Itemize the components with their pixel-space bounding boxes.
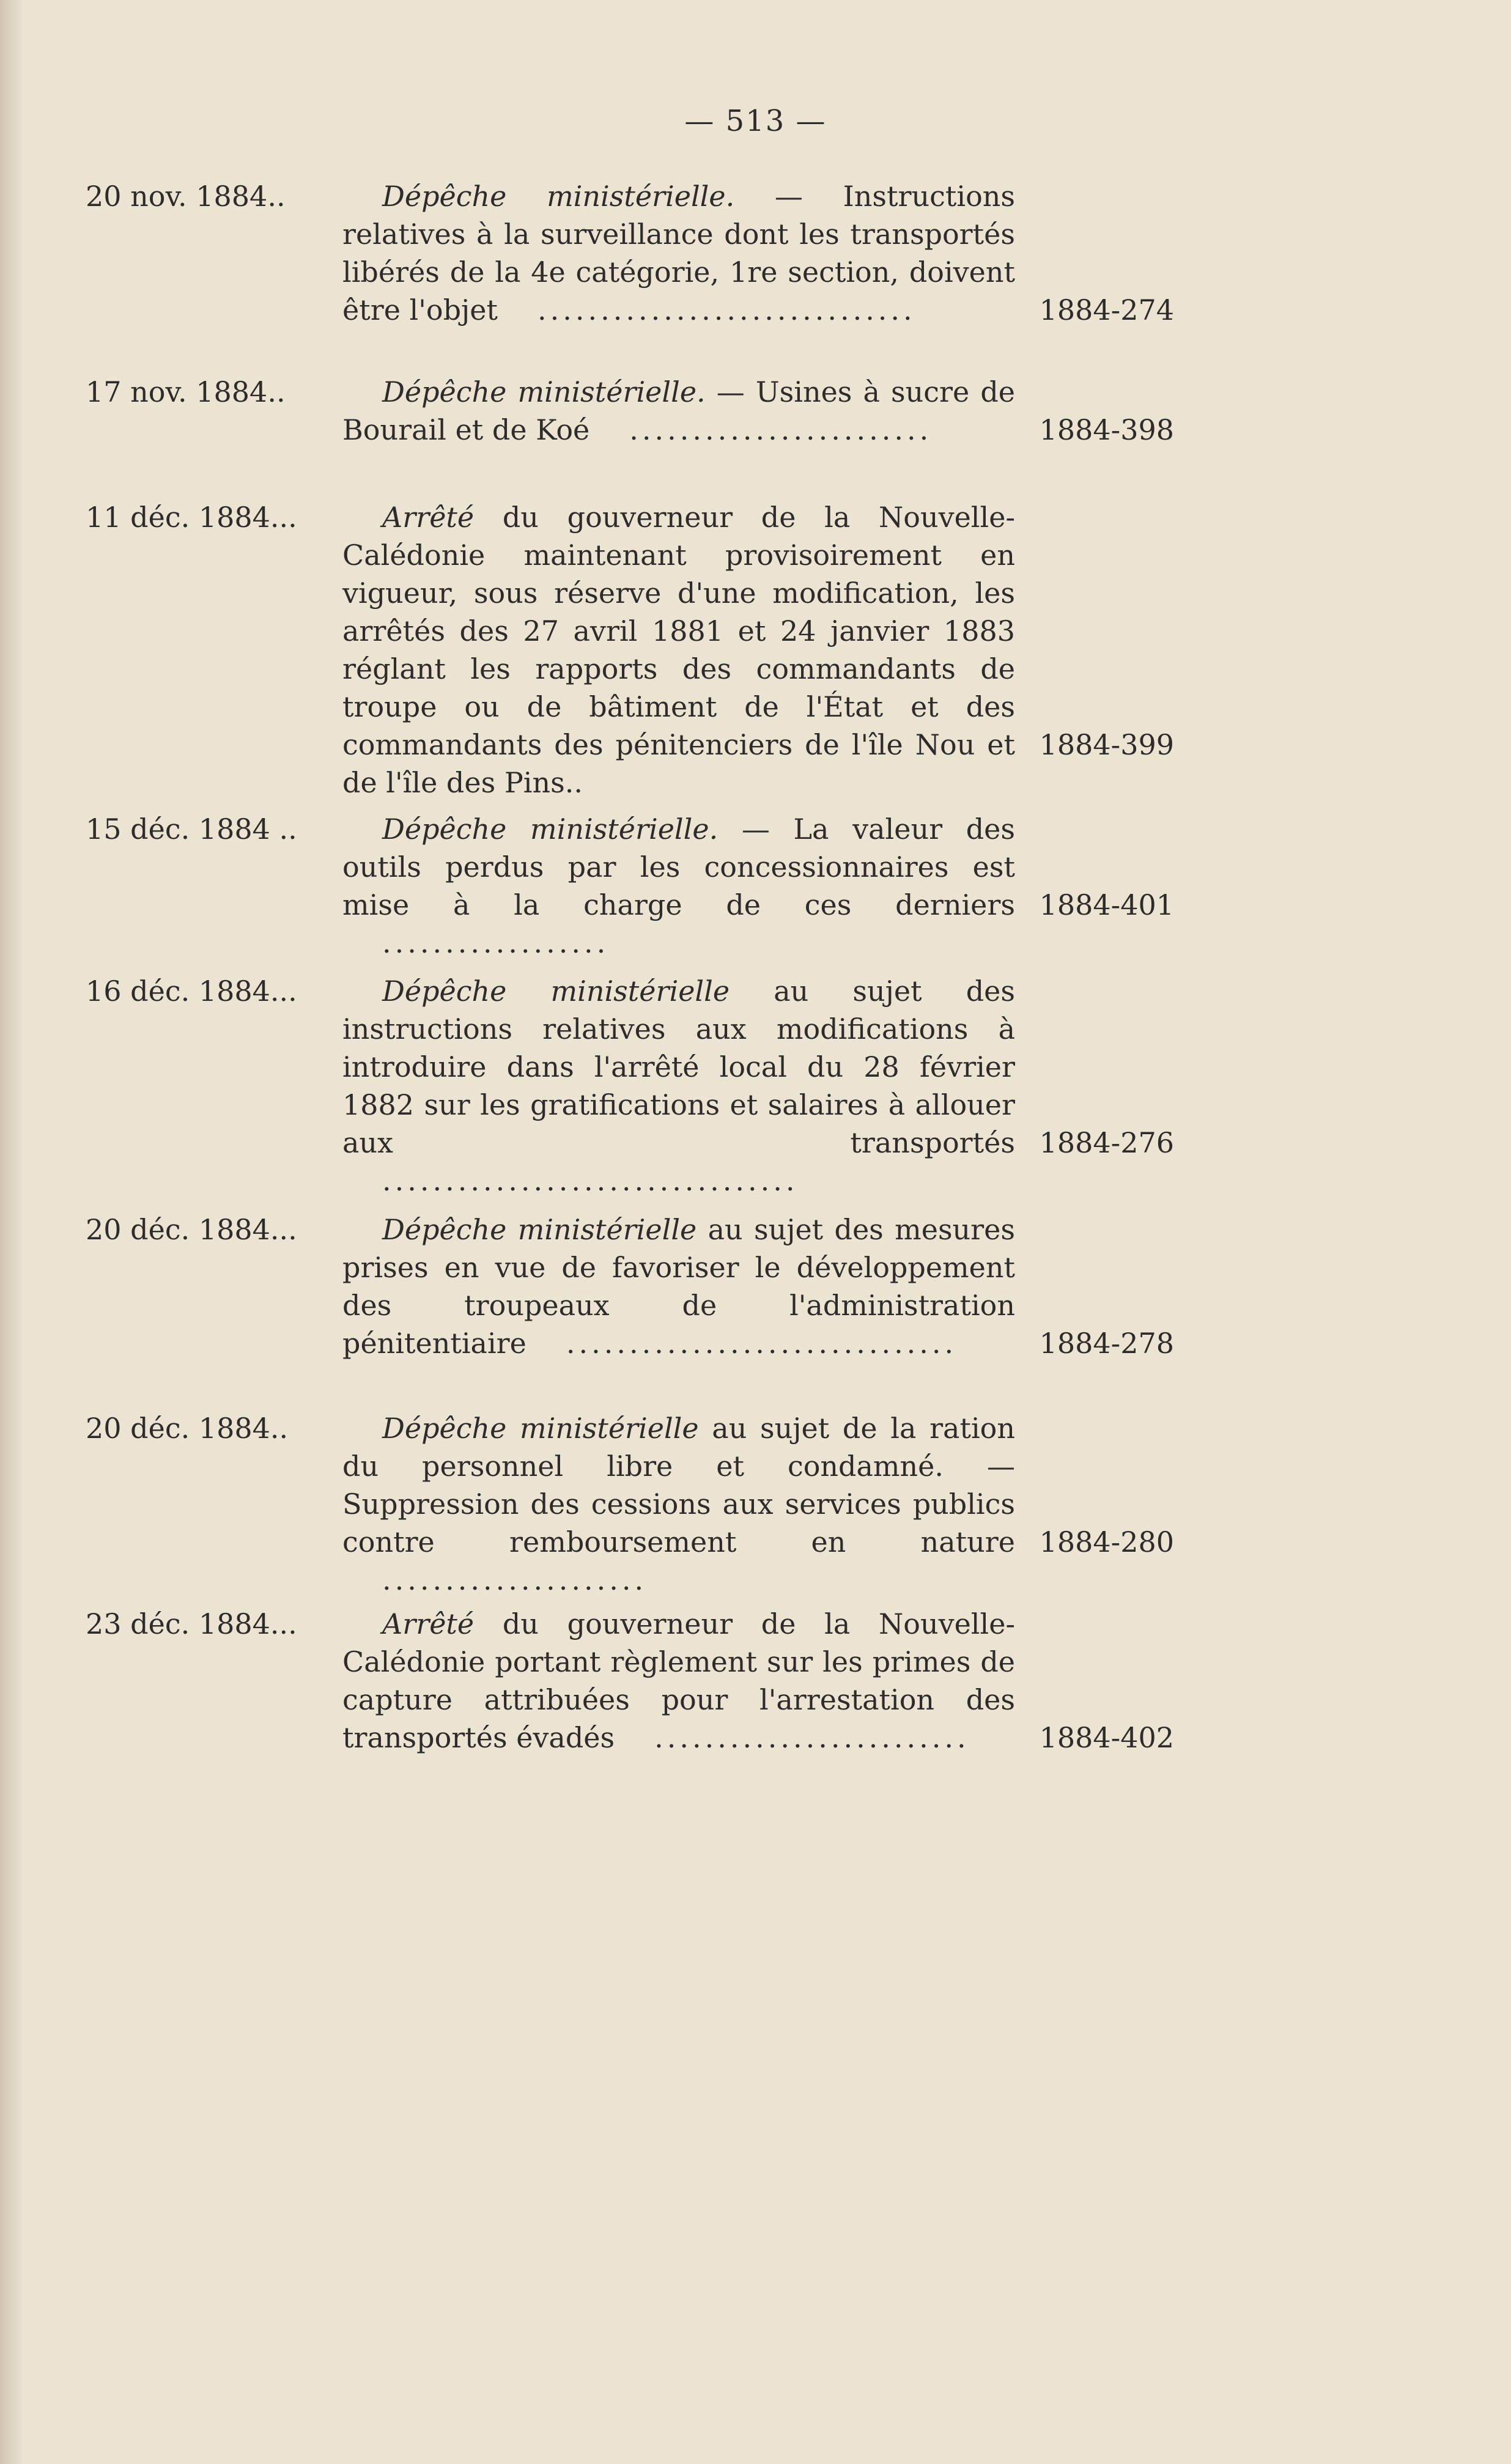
entry-title: Arrêté [382, 501, 475, 534]
entry-body [342, 972, 1015, 1200]
entry-title: Dépêche ministérielle. [382, 375, 706, 408]
entry-reference: 1884-399 [1039, 728, 1174, 761]
entry-text: — Instructions relatives à la surveillance dont les transportés libérés de la 4e catégorie, 1re section, doivent être l'objet [342, 180, 1015, 326]
entry-reference: 1884-402 [1039, 1721, 1174, 1754]
entry-date: 23 déc. 1884... [86, 1607, 297, 1640]
entry-reference: 1884-280 [1039, 1525, 1174, 1558]
page-number: — 513 — [684, 104, 827, 138]
entry-reference: 1884-276 [1039, 1126, 1174, 1159]
entry-text: au sujet des mesures prises en vue de favoriser le développement des troupeaux de l'administration pénitentiaire [342, 1213, 1015, 1360]
entry-body [342, 810, 1015, 962]
dot-leader: .................. [382, 926, 610, 959]
entry-date: 20 nov. 1884.. [86, 180, 286, 213]
dot-leader: .............................. [538, 293, 916, 326]
dot-leader: ........................ [629, 413, 933, 446]
dot-leader: ................................. [382, 1164, 799, 1197]
entry-title: Dépêche ministérielle. [382, 180, 735, 213]
entry-text: au sujet des instructions relatives aux modifications à introduire dans l'arrêté local du 28 février 1882 sur les gratifications et salaires à allouer aux transportés [342, 975, 1015, 1159]
entry-title: Dépêche ministérielle [382, 1412, 699, 1445]
page-edge-shadow [0, 0, 24, 2464]
entry-date: 16 déc. 1884... [86, 975, 297, 1008]
entry-body [342, 498, 1015, 802]
entry-date: 11 déc. 1884... [86, 501, 297, 534]
entry-reference: 1884-278 [1039, 1327, 1174, 1360]
entry-text: du gouverneur de la Nouvelle-Calédonie portant règlement sur les primes de capture attribuées pour l'arrestation des transportés évadés [342, 1607, 1015, 1754]
entry-date: 15 déc. 1884 .. [86, 813, 297, 846]
entry-body [342, 1211, 1015, 1362]
entry-date: 20 déc. 1884... [86, 1213, 297, 1246]
entry-text: — Usines à sucre de Bourail et de Koé [342, 375, 1016, 446]
dot-leader: ..................... [382, 1563, 648, 1596]
entry-date: 17 nov. 1884.. [86, 375, 286, 408]
entry-title: Arrêté [382, 1607, 475, 1640]
entry-text: — La valeur des outils perdus par les concessionnaires est mise à la charge de ces derniers [342, 813, 1016, 921]
entry-title: Dépêche ministérielle [382, 1213, 697, 1246]
entry-title: Dépêche ministérielle. [382, 813, 719, 846]
dot-leader: ............................... [566, 1327, 958, 1360]
entry-body [342, 1605, 1015, 1757]
entry-text: au sujet de la ration du personnel libre et condamné. — Suppression des cessions aux services publics contre remboursement en nature [342, 1412, 1015, 1558]
entry-date: 20 déc. 1884.. [86, 1412, 289, 1445]
entry-title: Dépêche ministérielle [382, 975, 730, 1008]
entry-body [342, 373, 1015, 449]
entry-text: du gouverneur de la Nouvelle-Calédonie maintenant provisoirement en vigueur, sous réserve d'une modification, les arrêtés des 27 avril 1881 et 24 janvier 1883 réglant les rapports des commandants de troupe ou de bâtiment de l'État et des commandants des pénitenciers de l'île Nou et de l'île des Pins.. [342, 501, 1015, 799]
entry-body [342, 177, 1015, 329]
dot-leader: ......................... [654, 1721, 970, 1754]
entry-reference: 1884-398 [1039, 413, 1174, 446]
entry-body [342, 1409, 1015, 1599]
entry-reference: 1884-401 [1039, 888, 1174, 921]
entry-reference: 1884-274 [1039, 293, 1174, 326]
